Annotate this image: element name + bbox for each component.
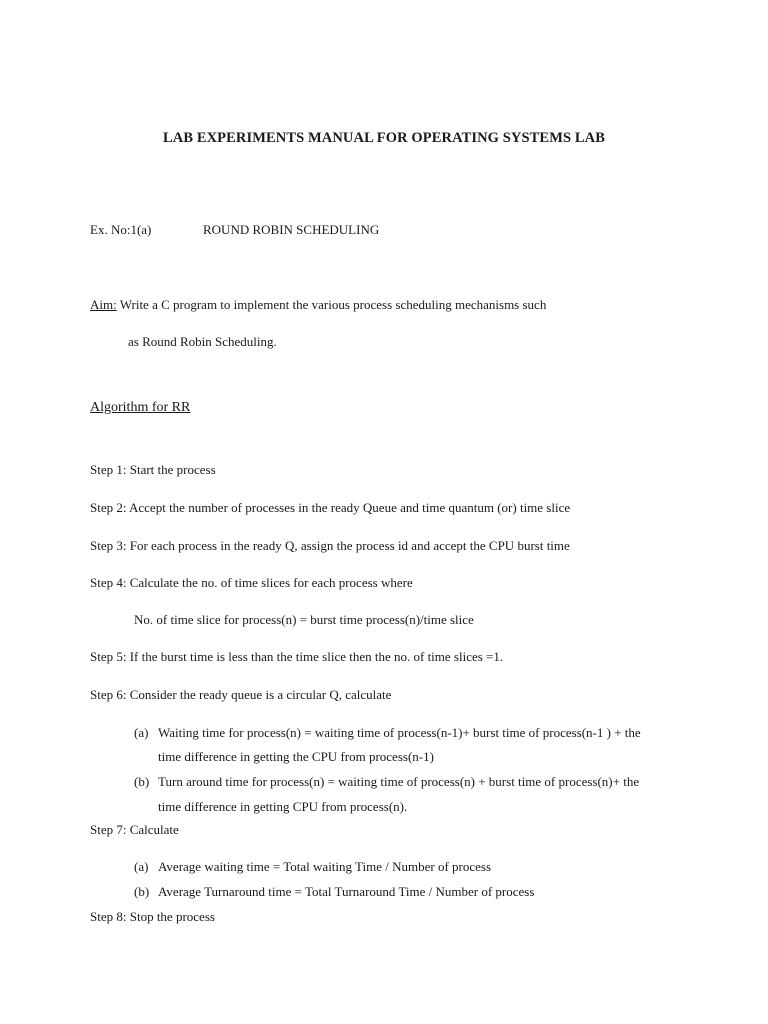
list-marker-b: (b) — [134, 774, 150, 789]
step-7b-text: Average Turnaround time = Total Turnaround Time / Number of process — [158, 884, 535, 899]
step-7: Step 7: Calculate — [90, 822, 179, 837]
document-title: LAB EXPERIMENTS MANUAL FOR OPERATING SYSTEMS LAB — [162, 130, 605, 146]
step-4-formula: No. of time slice for process(n) = burst time process(n)/time slice — [134, 612, 474, 627]
step-7a — [134, 859, 491, 875]
exercise-name: ROUND ROBIN SCHEDULING — [203, 222, 380, 237]
step-4: Step 4: Calculate the no. of time slices for each process where — [90, 575, 413, 590]
step-8: Step 8: Stop the process — [90, 909, 215, 924]
step-1: Step 1: Start the process — [90, 462, 216, 477]
step-7a-text: Average waiting time = Total waiting Time / Number of process — [158, 859, 492, 874]
aim-text: Write a C program to implement the various process scheduling mechanisms such — [116, 297, 547, 312]
aim-label: Aim: — [90, 297, 117, 312]
algorithm-heading: Algorithm for RR — [90, 400, 191, 415]
step-5: Step 5: If the burst time is less than the time slice then the no. of time slices =1. — [90, 649, 504, 664]
step-6a-line-1 — [134, 725, 641, 741]
list-marker-b: (b) — [134, 884, 150, 899]
list-marker-a: (a) — [134, 859, 149, 874]
aim-line — [90, 297, 546, 313]
exercise-number: Ex. No:1(a) — [90, 222, 152, 237]
step-6b-line-1 — [134, 774, 639, 790]
step-6a-line-2: time difference in getting the CPU from process(n-1) — [158, 749, 434, 764]
step-3: Step 3: For each process in the ready Q, assign the process id and accept the CPU burst time — [90, 538, 570, 553]
step-6b-text: Turn around time for process(n) = waiting time of process(n) + burst time of process(n)+ the — [158, 774, 640, 789]
aim-continuation: as Round Robin Scheduling. — [128, 334, 277, 349]
step-6a-text: Waiting time for process(n) = waiting time of process(n-1)+ burst time of process(n-1 ) + the — [158, 725, 641, 740]
step-2: Step 2: Accept the number of processes in the ready Queue and time quantum (or) time slice — [90, 500, 571, 515]
step-6b-line-2: time difference in getting CPU from process(n). — [158, 799, 408, 814]
list-marker-a: (a) — [134, 725, 149, 740]
step-7b — [134, 884, 534, 900]
step-6: Step 6: Consider the ready queue is a circular Q, calculate — [90, 687, 392, 702]
